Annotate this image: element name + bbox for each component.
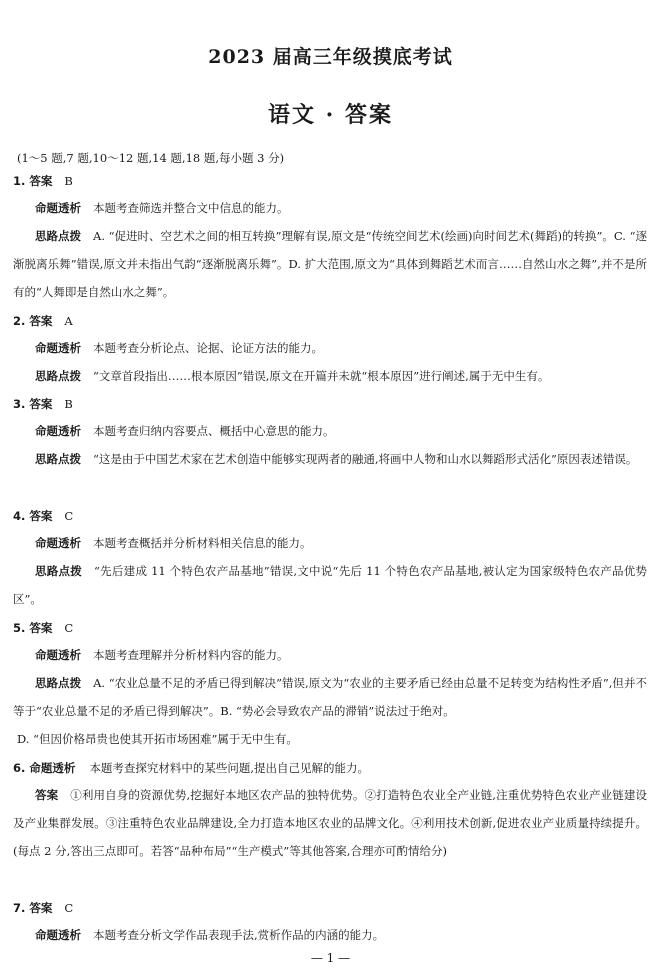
question-1-hint: 思路点拨 A. “促进时、空艺术之间的相互转换”理解有误,原文是“传统空间艺术(绘画)向时间艺术(舞蹈)的转换”。C. “逐渐脱离乐舞”错误,原文并未指出气韵“逐渐脱离乐舞”。D. 扩大范围,原文为“具体到舞蹈艺术而言……自然山水之舞”,并不是所有的“人舞即是自然山水之舞”。 <box>13 229 647 299</box>
question-7-choice: C <box>64 901 74 915</box>
question-4-hint: 思路点拨 “先后建成 11 个特色农产品基地”错误,文中说“先后 11 个特色农产品基地,被认定为国家级特色农产品优势区”。 <box>13 564 647 606</box>
question-2-answer <box>13 313 73 329</box>
question-1-choice: B <box>64 174 73 188</box>
question-3-intent: 命题透析 本题考查归纳内容要点、概括中心意思的能力。 <box>35 424 335 438</box>
question-2-hint: 思路点拨 “文章首段指出……根本原因”错误,原文在开篇并未就“根本原因”进行阐述,属于无中生有。 <box>35 369 550 383</box>
question-6-intent: 6. 命题透析 本题考查探究材料中的某些问题,提出自己见解的能力。 <box>13 761 370 775</box>
question-3-label: 3. 答案 <box>13 397 53 411</box>
question-1-label: 1. 答案 <box>13 174 53 188</box>
question-4-answer <box>13 508 73 524</box>
exam-title: 2023 届高三年级摸底考试 <box>208 46 453 68</box>
question-4-intent: 命题透析 本题考查概括并分析材料相关信息的能力。 <box>35 536 312 550</box>
question-6-answer: 答案 ①利用自身的资源优势,挖掘好本地区农产品的独特优势。②打造特色农业全产业链,注重优势特色农业产业链建设及产业集群发展。③注重特色农业品牌建设,全力打造本地区农业的品牌文化。④利用技术创新,促进农业产业质量持续提升。(每点 2 分,答出三点即可。若答“品种布局”“生产模式”等其他答案,合理亦可酌情给分) <box>13 788 648 858</box>
scoring-note: (1～5 题,7 题,10～12 题,14 题,18 题,每小题 3 分) <box>17 151 285 165</box>
question-1-answer <box>13 173 73 189</box>
page-number: — 1 — <box>310 951 351 965</box>
question-3-answer <box>13 396 73 412</box>
question-2-intent: 命题透析 本题考查分析论点、论据、论证方法的能力。 <box>35 341 323 355</box>
question-5-label: 5. 答案 <box>13 621 53 635</box>
question-4-choice: C <box>64 509 74 523</box>
question-2-choice: A <box>64 314 73 328</box>
question-1-intent: 命题透析 本题考查筛选并整合文中信息的能力。 <box>35 201 289 215</box>
question-7-intent: 命题透析 本题考查分析文学作品表现手法,赏析作品的内涵的能力。 <box>35 928 385 942</box>
question-3-choice: B <box>64 397 73 411</box>
question-2-label: 2. 答案 <box>13 314 53 328</box>
question-5-answer <box>13 620 73 636</box>
question-5-hint: 思路点拨 A. “农业总量不足的矛盾已得到解决”错误,原文为“农业的主要矛盾已经由总量不足转变为结构性矛盾”,但并不等于“农业总量不足的矛盾已得到解决”。B. “势必会导致农产品的滞销”说法过于绝对。 <box>13 676 647 718</box>
question-6-label: 6. 命题透析 <box>13 761 76 775</box>
question-7-answer <box>13 900 73 916</box>
question-7-label: 7. 答案 <box>13 901 53 915</box>
question-3-hint: 思路点拨 “这是由于中国艺术家在艺术创造中能够实现两者的融通,将画中人物和山水以舞蹈形式活化”原因表述错误。 <box>35 452 638 466</box>
subject-title: 语文 · 答案 <box>268 102 393 128</box>
question-4-label: 4. 答案 <box>13 509 53 523</box>
question-5-choice: C <box>64 621 74 635</box>
question-5-hint-continued: D. “但因价格昂贵也使其开拓市场困难”属于无中生有。 <box>17 732 298 746</box>
question-5-intent: 命题透析 本题考查理解并分析材料内容的能力。 <box>35 648 289 662</box>
